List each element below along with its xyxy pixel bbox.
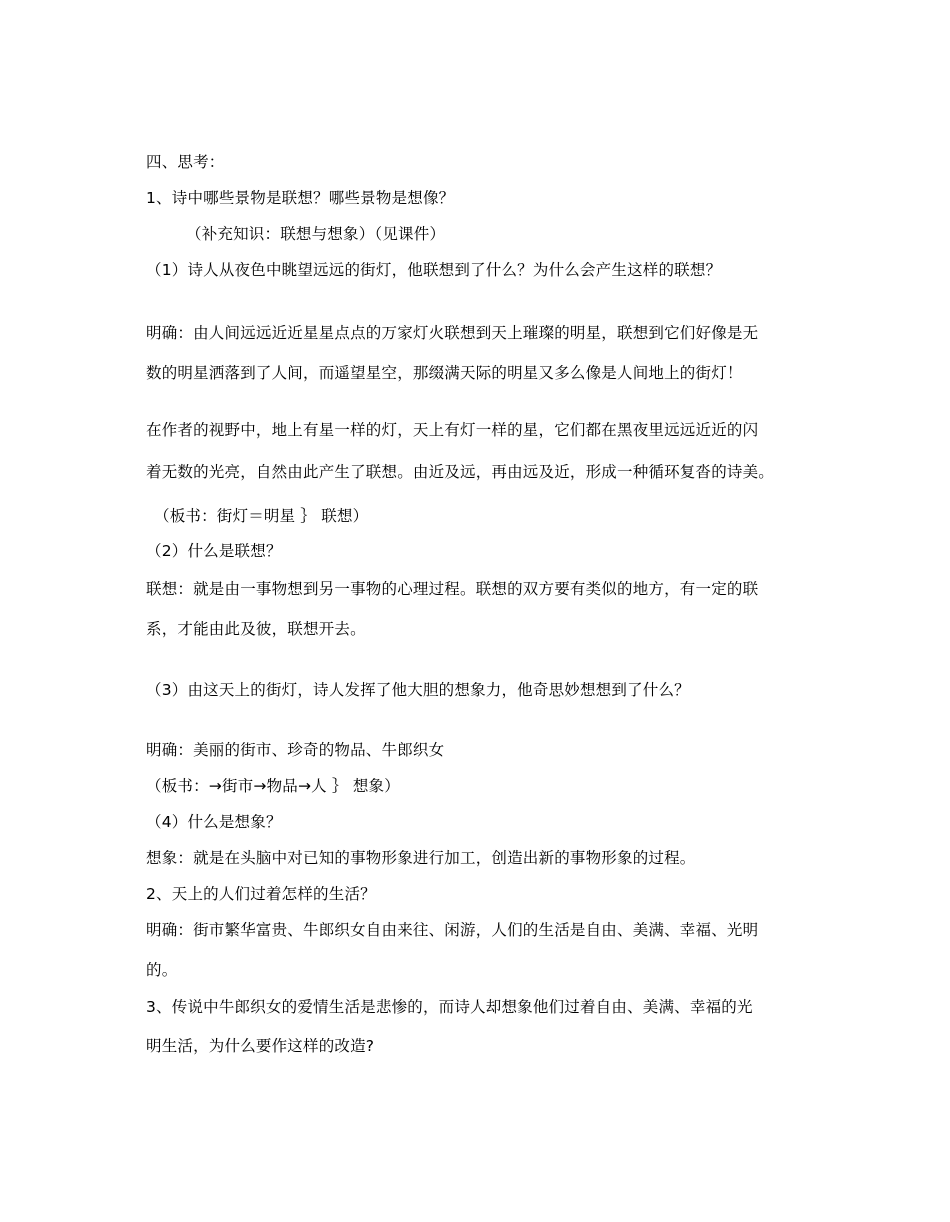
board-note-1: （板书：街灯＝明星 ｝ 联想）	[154, 507, 369, 525]
answer-1-line-4: 着无数的光亮，自然由此产生了联想。由近及远，再由远及近，形成一种循环复沓的诗美。	[146, 463, 775, 481]
answer-1-line-1: 明确：由人间远远近近星星点点的万家灯火联想到天上璀璨的明星，联想到它们好像是无	[146, 324, 759, 342]
question-2-answer-line-2: 的。	[146, 961, 178, 979]
answer-3: 明确：美丽的街市、珍奇的物品、牛郎织女	[146, 741, 445, 759]
question-3-line-1: 3、传说中牛郎织女的爱情生活是悲惨的，而诗人却想象他们过着自由、美满、幸福的光	[146, 998, 753, 1016]
sub-question-3: （3）由这天上的街灯，诗人发挥了他大胆的想象力，他奇思妙想想到了什么？	[146, 681, 690, 699]
answer-1-line-2: 数的明星洒落到了人间，而遥望星空，那缀满天际的明星又多么像是人间地上的街灯！	[146, 364, 743, 382]
answer-2-line-2: 系，才能由此及彼，联想开去。	[146, 620, 366, 638]
sub-question-1: （1）诗人从夜色中眺望远远的街灯，他联想到了什么？为什么会产生这样的联想？	[146, 261, 722, 279]
question-2: 2、天上的人们过着怎样的生活？	[146, 885, 376, 903]
question-3-line-2: 明生活，为什么要作这样的改造?	[146, 1037, 375, 1055]
answer-4: 想象：就是在头脑中对已知的事物形象进行加工，创造出新的事物形象的过程。	[146, 849, 696, 867]
board-note-2: （板书：→街市→物品→人 ｝ 想象）	[146, 777, 400, 795]
answer-1-line-3: 在作者的视野中，地上有星一样的灯，天上有灯一样的星，它们都在黑夜里远远近近的闪	[146, 421, 759, 439]
sub-question-4: （4）什么是想象？	[146, 813, 282, 831]
section-heading: 四、思考：	[146, 153, 225, 171]
question-2-answer-line-1: 明确：街市繁华富贵、牛郎织女自由来往、闲游，人们的生活是自由、美满、幸福、光明	[146, 921, 759, 939]
sub-question-2: （2）什么是联想？	[146, 542, 282, 560]
answer-2-line-1: 联想：就是由一事物想到另一事物的心理过程。联想的双方要有类似的地方，有一定的联	[146, 580, 759, 598]
supplement-note: （补充知识：联想与想象）（见课件）	[186, 225, 446, 243]
question-1: 1、诗中哪些景物是联想？哪些景物是想像？	[146, 189, 455, 207]
